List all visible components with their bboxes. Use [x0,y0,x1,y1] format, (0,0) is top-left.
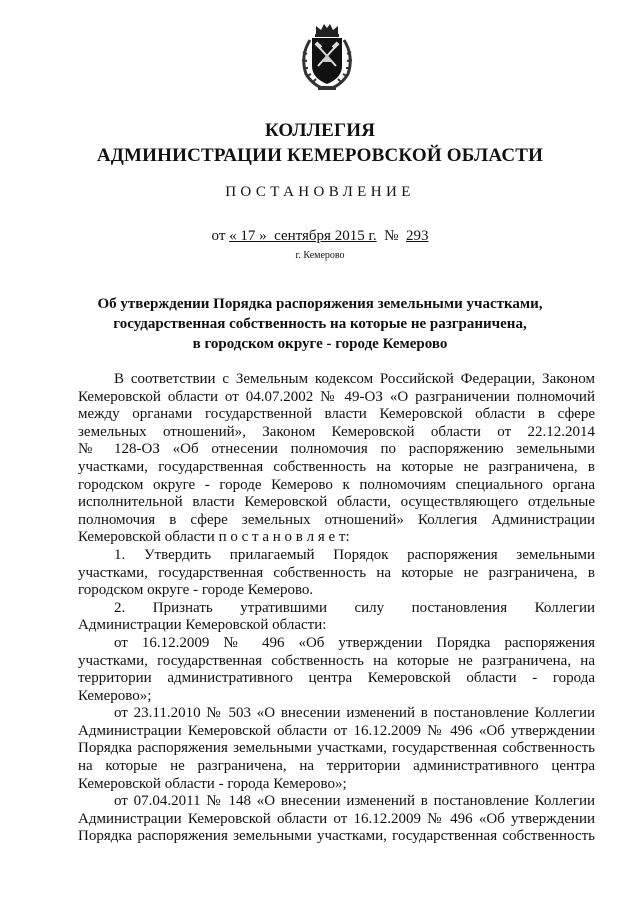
document-number: 293 [405,228,429,244]
body-line: № 128-ОЗ «Об отнесении полномочия по распоряжению земельными [78,441,595,458]
body-line: территории административного центра Кемеровской области - города [78,670,595,687]
body-line: Администрации Кемеровской области от 16.12.2009 № 496 «Об утверждении [78,722,595,739]
date-prefix: от [211,228,226,244]
body-line: исполнительной власти Кемеровской области, осуществляющего отдельные [78,494,595,511]
body-line: участками, государственная собственность на которые не разграничена, на [78,652,595,669]
body-line: городском округе - городе Кемерово. [78,582,314,599]
body-line: на которые не разграничена, на территории административного центра [78,758,595,775]
body-line: 1. Утвердить прилагаемый Порядок распоряжения земельными [114,546,595,563]
body-line: Кемеровской области - города Кемерово»; [78,775,347,792]
body-line: Администрации Кемеровской области от 16.12.2009 № 496 «Об утверждении [78,810,595,827]
title-line: Об утверждении Порядка распоряжения земельными участками, [97,296,543,312]
date-day: « 17 » сентября 2015 г. [229,228,377,244]
header-collegium: КОЛЛЕГИЯ [264,120,376,141]
body-line: от 23.11.2010 № 503 «О внесении изменений в постановление Коллегии [114,705,595,722]
body-line: Порядка распоряжения земельными участками, государственная собственность [78,740,595,757]
body-line: от 16.12.2009 № 496 «Об утверждении Порядка распоряжения [114,634,595,651]
body-line: 2. Признать утратившими силу постановления Коллегии [114,599,595,616]
body-line: городском округе - городе Кемерово к полномочиям специального органа [78,476,595,493]
body-line: участками, государственная собственность на которые не разграничена, в [78,458,595,475]
body-line: участками, государственная собственность на которые не разграничена, в [78,564,595,581]
body-line: Кемерово»; [78,687,152,704]
city-label: г. Кемерово [295,250,345,261]
body-line: В соответствии с Земельным кодексом Российской Федерации, Законом [114,371,595,387]
document-type: ПОСТАНОВЛЕНИЕ [225,184,415,200]
body-line: Порядка распоряжения земельными участками, государственная собственность [78,828,595,845]
body-line: от 07.04.2011 № 148 «О внесении изменений в постановление Коллегии [114,793,595,810]
body-line: Кемеровской области от 04.07.2002 № 49-ОЗ «О разграничении полномочий [78,388,595,405]
body-line: Кемеровской области п о с т а н о в л я е т: [78,529,350,546]
date-line [0,228,640,245]
body-line: между органами государственной власти Кемеровской области в сфере [78,406,595,423]
coat-of-arms-emblem-icon [298,22,356,92]
number-sign: № [384,228,399,244]
document-body [78,371,595,846]
body-line: земельных отношений», Законом Кемеровской области от 22.12.2014 [78,423,595,440]
title-line: в городском округе - городе Кемерово [192,336,448,352]
document-title [60,294,580,354]
title-line: государственная собственность на которые не разграничена, [113,316,527,332]
body-line: полномочия в сфере земельных отношений» Коллегия Администрации [78,511,595,528]
header-administration: АДМИНИСТРАЦИИ КЕМЕРОВСКОЙ ОБЛАСТИ [96,145,544,166]
body-line: Администрации Кемеровской области: [78,617,327,634]
